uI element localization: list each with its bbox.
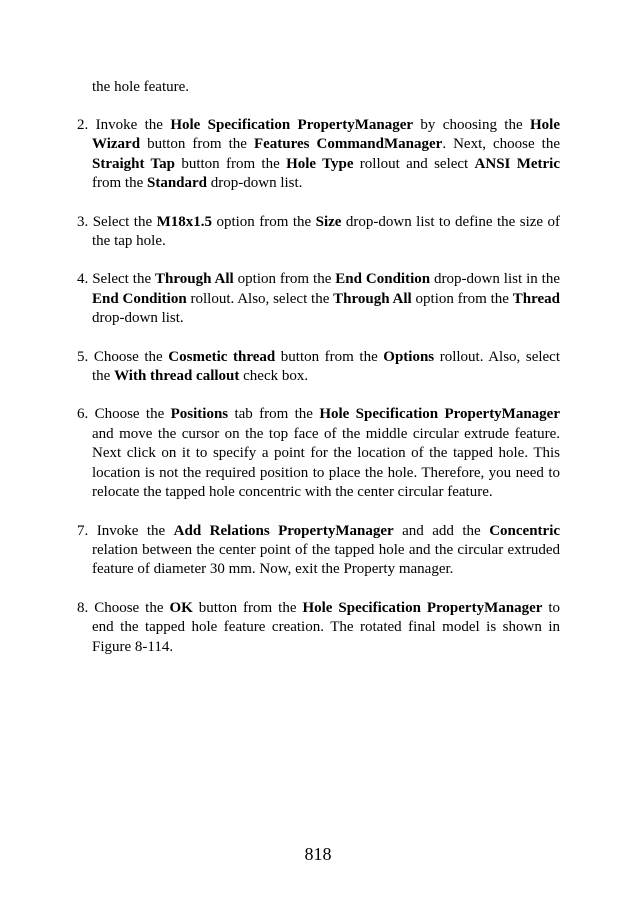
bold-term: Hole Type — [286, 155, 354, 172]
step-text: drop-down list in the — [430, 271, 560, 288]
bold-term: End Condition — [335, 271, 431, 288]
step-number: 6. — [77, 406, 89, 423]
step-text: rollout. Also, select the — [186, 290, 334, 307]
step-item — [77, 599, 560, 657]
step-number: 8. — [77, 599, 89, 616]
step-item — [77, 405, 560, 502]
continuation-text: the hole feature. — [92, 79, 190, 95]
bold-term: M18x1.5 — [156, 213, 212, 230]
bold-term: Hole Specification PropertyManager — [170, 117, 414, 133]
step-text: Invoke the — [96, 522, 174, 539]
step-item — [77, 348, 560, 387]
step-number: 2. — [77, 117, 89, 133]
step-text: option from the — [233, 271, 336, 288]
step-item — [77, 116, 560, 194]
page-number: 818 — [304, 844, 332, 864]
bold-term: Concentric — [489, 522, 561, 539]
bold-term: Thread — [512, 290, 560, 307]
step-text: and add the — [393, 522, 490, 539]
bold-term: End Condition — [92, 290, 187, 307]
step-text: rollout. Also, select the — [92, 348, 561, 385]
step-text: drop-down list. — [207, 175, 303, 192]
bold-term: Hole Specification PropertyManager — [302, 599, 543, 616]
step-number: 3. — [77, 213, 89, 230]
bold-term: Options — [383, 348, 435, 365]
step-text: Select the — [92, 213, 157, 230]
step-text: Choose the — [93, 348, 169, 365]
step-text: check box. — [239, 368, 309, 385]
step-text: button from the — [175, 155, 287, 172]
bold-term: OK — [169, 599, 193, 616]
bold-term: With thread callout — [114, 368, 240, 385]
step-text: drop-down list to define the size of the tap hole. — [92, 213, 561, 250]
bold-term: Cosmetic thread — [168, 348, 276, 365]
bold-term: ANSI Metric — [474, 155, 560, 172]
step-text: and move the cursor on the top face of the middle circular extrude feature. Next click on it to specify a point for the location of the tapped hole. This location is not the required position to place the hole. Therefore, you need to relocate the tapped hole concentric with the center circular feature. — [92, 425, 560, 501]
step-number: 4. — [77, 271, 89, 288]
step-item — [77, 522, 560, 580]
bold-term: Hole Wizard — [92, 117, 560, 153]
bold-term: Size — [315, 213, 342, 230]
bold-term: Through All — [333, 290, 412, 307]
step-text: Invoke the — [95, 117, 171, 133]
step-item — [77, 213, 560, 252]
step-text: relation between the center point of the tapped hole and the circular extruded feature of diameter 30 mm. Now, exit the Property manager. — [92, 541, 560, 578]
step-text: option from the — [212, 213, 316, 230]
step-text: button from the — [192, 599, 303, 616]
step-text: rollout and select — [353, 155, 475, 172]
step-text: . Next, choose the — [442, 136, 560, 153]
step-text: to end the tapped hole feature creation. The rotated final model is shown in Figure 8-114. — [92, 599, 561, 655]
step-number: 5. — [77, 348, 89, 365]
step-text: button from the — [140, 136, 254, 153]
bold-term: Hole Specification PropertyManager — [319, 406, 560, 423]
step-text: Choose the — [94, 406, 171, 423]
step-list — [77, 116, 560, 676]
step-text: from the — [92, 175, 147, 192]
step-text: option from the — [411, 290, 513, 307]
step-number: 7. — [77, 522, 89, 539]
step-text: drop-down list. — [92, 310, 184, 327]
step-text: Choose the — [94, 599, 170, 616]
bold-term: Through All — [155, 271, 234, 288]
bold-term: Straight Tap — [92, 155, 176, 172]
bold-term: Positions — [170, 406, 229, 423]
step-text: Select the — [92, 271, 156, 288]
step-text: by choosing the — [413, 117, 530, 133]
step-text: tab from the — [228, 406, 320, 423]
bold-term: Add Relations PropertyManager — [173, 522, 394, 539]
step-item — [77, 270, 560, 328]
step-text: button from the — [275, 348, 384, 365]
bold-term: Features CommandManager — [253, 136, 443, 153]
bold-term: Standard — [146, 175, 208, 192]
